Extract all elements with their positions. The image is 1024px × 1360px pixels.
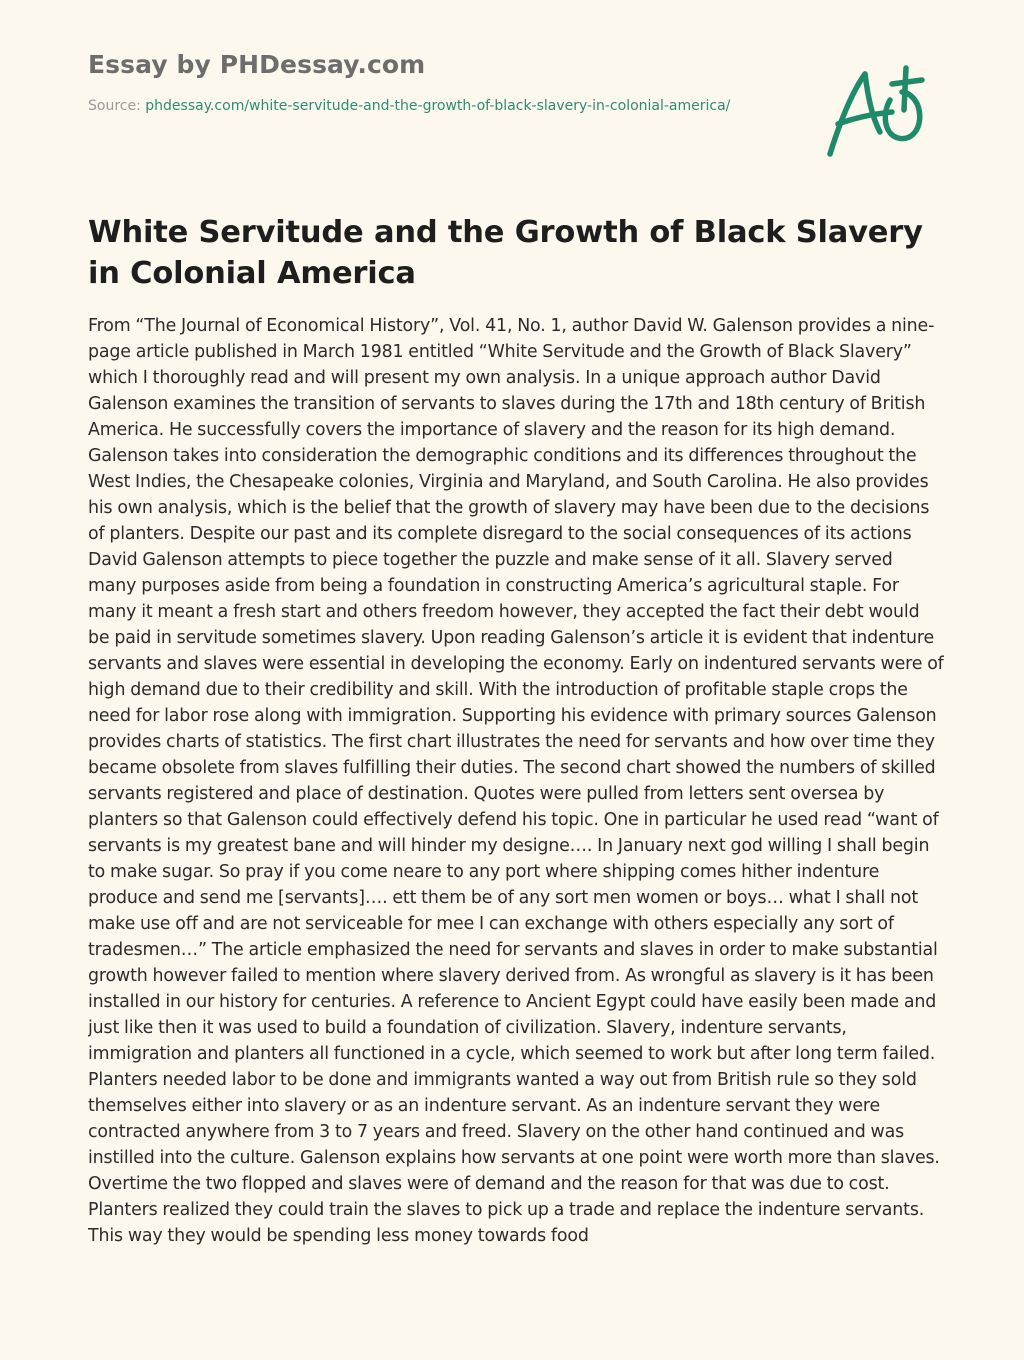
page-header [88, 48, 748, 117]
essay-body: From “The Journal of Economical History”, Vol. 41, No. 1, author David W. Galenson provides a nine-page article published in March 1981 entitled “White Servitude and the Growth of Black Slavery” which I thoroughly read and will present my own analysis. In a unique approach author David Galenson examines the transition of servants to slaves during the 17th and 18th century of British America. He successfully covers the importance of slavery and the reason for its high demand. Galenson takes into consideration the demographic conditions and its differences throughout the West Indies, the Chesapeake colonies, Virginia and Maryland, and South Carolina. He also provides his own analysis, which is the belief that the growth of slavery may have been due to the decisions of planters. Despite our past and its complete disregard to the social consequences of its actions David Galenson attempts to piece together the puzzle and make sense of it all. Slavery served many purposes aside from being a foundation in constructing America’s agricultural staple. For many it meant a fresh start and others freedom however, they accepted the fact their debt would be paid in servitude sometimes slavery. Upon reading Galenson’s article it is evident that indenture servants and slaves were essential in developing the economy. Early on indentured servants were of high demand due to their credibility and skill. With the introduction of profitable staple crops the need for labor rose along with immigration. Supporting his evidence with primary sources Galenson provides charts of statistics. The first chart illustrates the need for servants and how over time they became obsolete from slaves fulfilling their duties. The second chart showed the numbers of skilled servants registered and place of destination. Quotes were pulled from letters sent oversea by planters so that Galenson could effectively defend his topic. One in particular he used read “want of servants is my greatest bane and will hinder my designe…. In January next god willing I shall begin to make sugar. So pray if you come neare to any port where shipping comes hither indenture produce and send me [servants]…. ett them be of any sort men women or boys… what I shall not make use off and are not serviceable for mee I can exchange with others especially any sort of tradesmen…” The article emphasized the need for servants and slaves in order to make substantial growth however failed to mention where slavery derived from. As wrongful as slavery is it has been installed in our history for centuries. A reference to Ancient Egypt could have easily been made and just like then it was used to build a foundation of civilization. Slavery, indenture servants, immigration and planters all functioned in a cycle, which seemed to work but after long term failed. Planters needed labor to be done and immigrants wanted a way out from British rule so they sold themselves either into slavery or as an indenture servant. As an indenture servant they were contracted anywhere from 3 to 7 years and freed. Slavery on the other hand continued and was instilled into the culture. Galenson explains how servants at one point were worth more than slaves. Overtime the two flopped and slaves were of demand and the reason for that was due to cost. Planters realized they could train the slaves to pick up a trade and replace the indenture servants. This way they would be spending less money towards food [88, 316, 944, 1246]
page-footer-mask [0, 1300, 1024, 1360]
brand-name: Essay by PHDessay.com [88, 50, 426, 79]
source-line [88, 96, 738, 117]
essay-title: White Servitude and the Growth of Black Slavery in Colonial America [88, 215, 923, 291]
source-link[interactable]: phdessay.com/white-servitude-and-the-growth-of-black-slavery-in-colonial-america/ [145, 98, 731, 114]
a-plus-grade-icon [820, 62, 930, 162]
source-label: Source: [88, 98, 146, 114]
